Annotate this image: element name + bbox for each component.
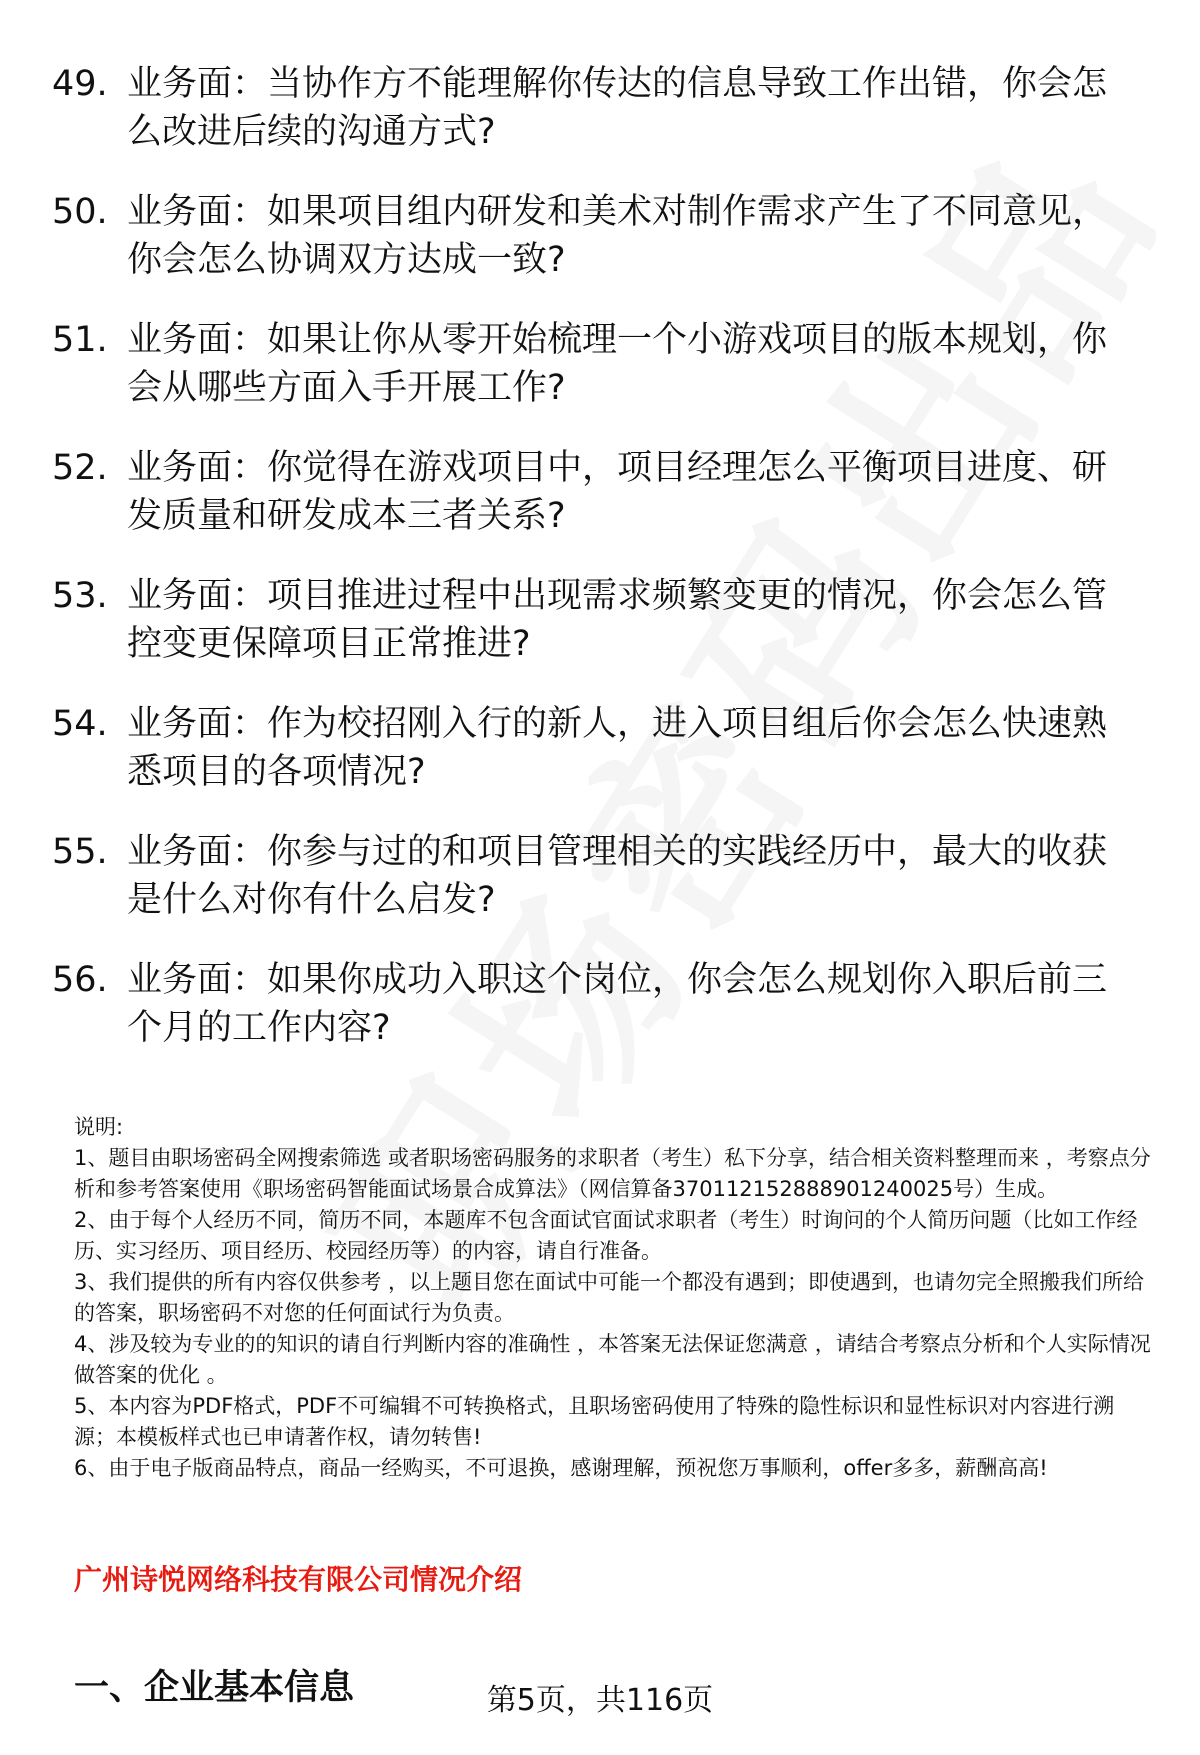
- question-text: 业务面：你觉得在游戏项目中，项目经理怎么平衡项目进度、研发质量和研发成本三者关系?: [127, 448, 1108, 536]
- note-item: 5、本内容为PDF格式，PDF不可编辑不可转换格式，且职场密码使用了特殊的隐性标识和显性标识对内容进行溯源；本模板样式也已申请著作权，请勿转售!: [74, 1394, 1115, 1449]
- question-item: [52, 316, 1142, 412]
- question-number: 54.: [52, 704, 108, 744]
- question-item: [52, 60, 1142, 156]
- question-number: 56.: [52, 960, 108, 1000]
- question-text: 业务面：当协作方不能理解你传达的信息导致工作出错，你会怎么改进后续的沟通方式?: [127, 64, 1108, 152]
- question-item: [52, 956, 1142, 1052]
- notes-heading: 说明:: [74, 1115, 124, 1139]
- question-number: 53.: [52, 576, 108, 616]
- question-number: 51.: [52, 320, 108, 360]
- section-title: 一、企业基本信息: [74, 1668, 355, 1708]
- question-list: [52, 60, 1142, 1084]
- question-text: 业务面：你参与过的和项目管理相关的实践经历中，最大的收获是什么对你有什么启发?: [127, 832, 1108, 920]
- notes-block: [74, 1112, 1156, 1484]
- question-text: 业务面：项目推进过程中出现需求频繁变更的情况，你会怎么管控变更保障项目正常推进?: [127, 576, 1108, 664]
- question-text: 业务面：如果让你从零开始梳理一个小游戏项目的版本规划，你会从哪些方面入手开展工作?: [127, 320, 1108, 408]
- page-number: 第5页，共116页: [486, 1683, 714, 1718]
- question-item: [52, 700, 1142, 796]
- question-text: 业务面：作为校招刚入行的新人，进入项目组后你会怎么快速熟悉项目的各项情况?: [127, 704, 1108, 792]
- question-item: [52, 188, 1142, 284]
- note-item: 6、由于电子版商品特点，商品一经购买，不可退换，感谢理解，预祝您万事顺利，offer多多，薪酬高高!: [74, 1456, 1048, 1480]
- question-item: [52, 444, 1142, 540]
- question-item: [52, 828, 1142, 924]
- company-title: 广州诗悦网络科技有限公司情况介绍: [74, 1563, 523, 1596]
- note-item: 1、题目由职场密码全网搜索筛选 或者职场密码服务的求职者（考生）私下分享，结合相关资料整理而来 ，考察点分析和参考答案使用《职场密码智能面试场景合成算法》（网信算备37011215288890124002​5号）生成。: [74, 1146, 1151, 1201]
- question-number: 50.: [52, 192, 108, 232]
- question-text: 业务面：如果你成功入职这个岗位，你会怎么规划你入职后前三个月的工作内容?: [127, 960, 1108, 1048]
- question-item: [52, 572, 1142, 668]
- note-item: 3、我们提供的所有内容仅供参考 ，以上题目您在面试中可能一个都没有遇到；即使遇到，也请勿完全照搬我们所给的答案，职场密码不对您的任何面试行为负责。: [74, 1270, 1145, 1325]
- note-item: 4、涉及较为专业的的知识的请自行判断内容的准确性 ，本答案无法保证您满意 ，请结合考察点分析和个人实际情况做答案的优化 。: [74, 1332, 1151, 1387]
- question-number: 55.: [52, 832, 108, 872]
- question-number: 49.: [52, 64, 108, 104]
- question-number: 52.: [52, 448, 108, 488]
- note-item: 2、由于每个人经历不同，简历不同，本题库不包含面试官面试求职者（考生）时询问的个人简历问题（比如工作经历、实习经历、项目经历、校园经历等）的内容，请自行准备。: [74, 1208, 1138, 1263]
- question-text: 业务面：如果项目组内研发和美术对制作需求产生了不同意见，你会怎么协调双方达成一致?: [127, 192, 1108, 280]
